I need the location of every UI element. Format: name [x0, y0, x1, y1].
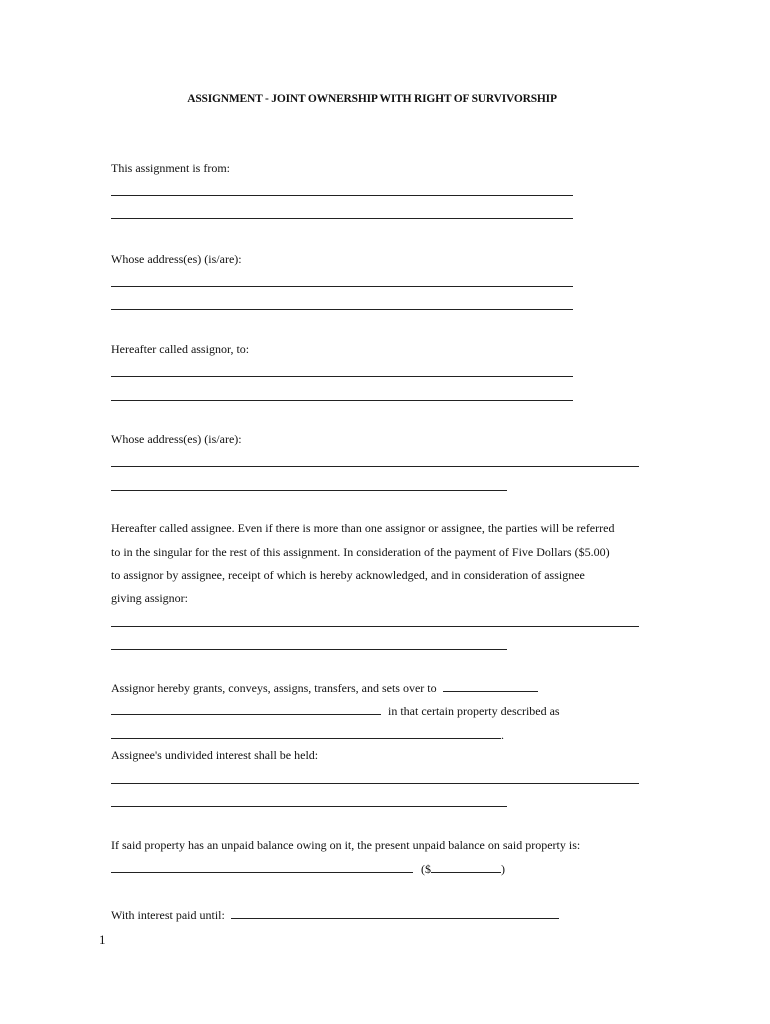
- property-row: [111, 703, 560, 718]
- grantee-blank[interactable]: [443, 680, 538, 692]
- unpaid-balance-words-blank[interactable]: [111, 861, 413, 873]
- interest-paid-label: With interest paid until:: [111, 908, 225, 922]
- amount-open: ($: [421, 862, 431, 876]
- unpaid-balance-amount-blank[interactable]: [431, 861, 501, 873]
- interest-paid-row: [111, 907, 559, 922]
- grants-text: Assignor hereby grants, conveys, assigns, transfers, and sets over to: [111, 681, 437, 695]
- assignee-address-line-1[interactable]: [111, 466, 639, 467]
- consideration-line-3: to assignor by assignee, receipt of which is hereby acknowledged, and in consideration of assignee: [111, 568, 585, 582]
- assignor-name-line-1[interactable]: [111, 195, 573, 196]
- grants-row: [111, 680, 538, 695]
- property-described-text: in that certain property described as: [388, 704, 560, 718]
- from-label: This assignment is from:: [111, 161, 230, 175]
- consideration-line-2: to in the singular for the rest of this assignment. In consideration of the payment of Five Dollars ($5.00): [111, 545, 610, 559]
- unpaid-balance-row: [111, 861, 505, 876]
- assignee-name-line-2[interactable]: [111, 400, 573, 401]
- interest-blank[interactable]: [111, 703, 381, 715]
- property-description-blank[interactable]: [111, 727, 501, 739]
- assignee-address-line-2[interactable]: [111, 490, 507, 491]
- assignor-to-label: Hereafter called assignor, to:: [111, 342, 250, 356]
- consideration-line-4: giving assignor:: [111, 591, 188, 605]
- assignor-address-line-1[interactable]: [111, 286, 573, 287]
- assignor-address-line-2[interactable]: [111, 309, 573, 310]
- assignee-name-line-1[interactable]: [111, 376, 573, 377]
- assignee-address-label: Whose address(es) (is/are):: [111, 432, 242, 446]
- consideration-line-1: Hereafter called assignee. Even if there is more than one assignor or assignee, the parties will be referred: [111, 521, 615, 535]
- document-title: ASSIGNMENT - JOINT OWNERSHIP WITH RIGHT OF SURVIVORSHIP: [187, 93, 557, 105]
- undivided-interest-line-2[interactable]: [111, 806, 507, 807]
- property-period: .: [501, 728, 504, 742]
- consideration-blank-line-1[interactable]: [111, 626, 639, 627]
- interest-paid-date-blank[interactable]: [231, 907, 559, 919]
- unpaid-balance-text: If said property has an unpaid balance owing on it, the present unpaid balance on said property is:: [111, 838, 581, 852]
- page-number: 1: [99, 932, 106, 947]
- undivided-interest-line-1[interactable]: [111, 783, 639, 784]
- amount-close: ): [501, 862, 505, 876]
- undivided-interest-label: Assignee's undivided interest shall be held:: [111, 748, 319, 762]
- consideration-blank-line-2[interactable]: [111, 649, 507, 650]
- assignor-name-line-2[interactable]: [111, 218, 573, 219]
- property-description-row: [111, 727, 504, 742]
- assignor-address-label: Whose address(es) (is/are):: [111, 252, 242, 266]
